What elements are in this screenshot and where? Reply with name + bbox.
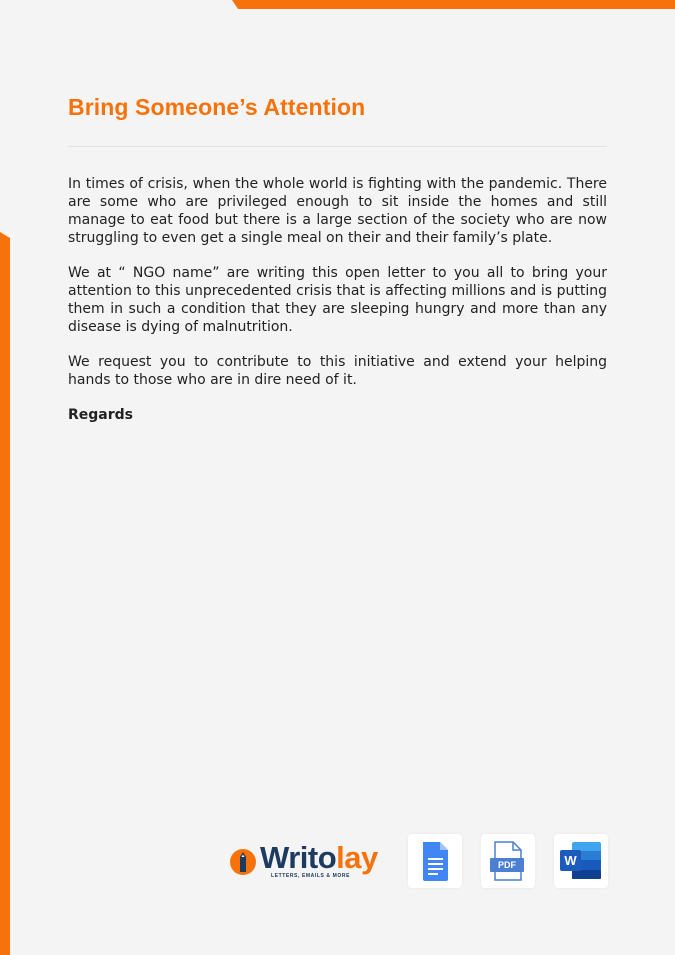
word-button[interactable]: [554, 834, 608, 888]
word-label: W: [564, 853, 577, 868]
logo-word-part1: Writo: [260, 840, 337, 875]
paragraph-2: We at “ NGO name” are writing this open letter to you all to bring your attention to this unprecedented crisis that is affecting millions and is putting them in such a condition that they are sleeping hungry and more than any disease is dying of malnutrition.: [68, 265, 607, 335]
google-docs-icon: [408, 834, 462, 888]
writolay-logo[interactable]: [229, 842, 384, 882]
paragraph-3: We request you to contribute to this initiative and extend your helping hands to those who are in dire need of it.: [68, 354, 607, 388]
letter-body: [68, 175, 607, 441]
logo-wordmark: [260, 842, 378, 874]
logo-tagline: LETTERS, EMAILS & MORE: [271, 873, 351, 879]
top-accent-bar: [232, 0, 675, 9]
pdf-label: PDF: [498, 860, 516, 870]
paragraph-1: In times of crisis, when the whole world is fighting with the pandemic. There are some who are privileged enough to sit inside the homes and still manage to eat food but there is a large section of the society who are now struggling to even get a single meal on their and their family’s plate.: [68, 176, 607, 246]
pdf-button[interactable]: [481, 834, 535, 888]
page-title: Bring Someone’s Attention: [68, 94, 366, 120]
google-docs-button[interactable]: [408, 834, 462, 888]
title-divider: [68, 146, 607, 147]
closing-regards: Regards: [68, 407, 134, 423]
left-accent-bar: [0, 232, 10, 955]
logo-word-part2: lay: [336, 840, 378, 875]
pencil-icon: [229, 848, 257, 876]
